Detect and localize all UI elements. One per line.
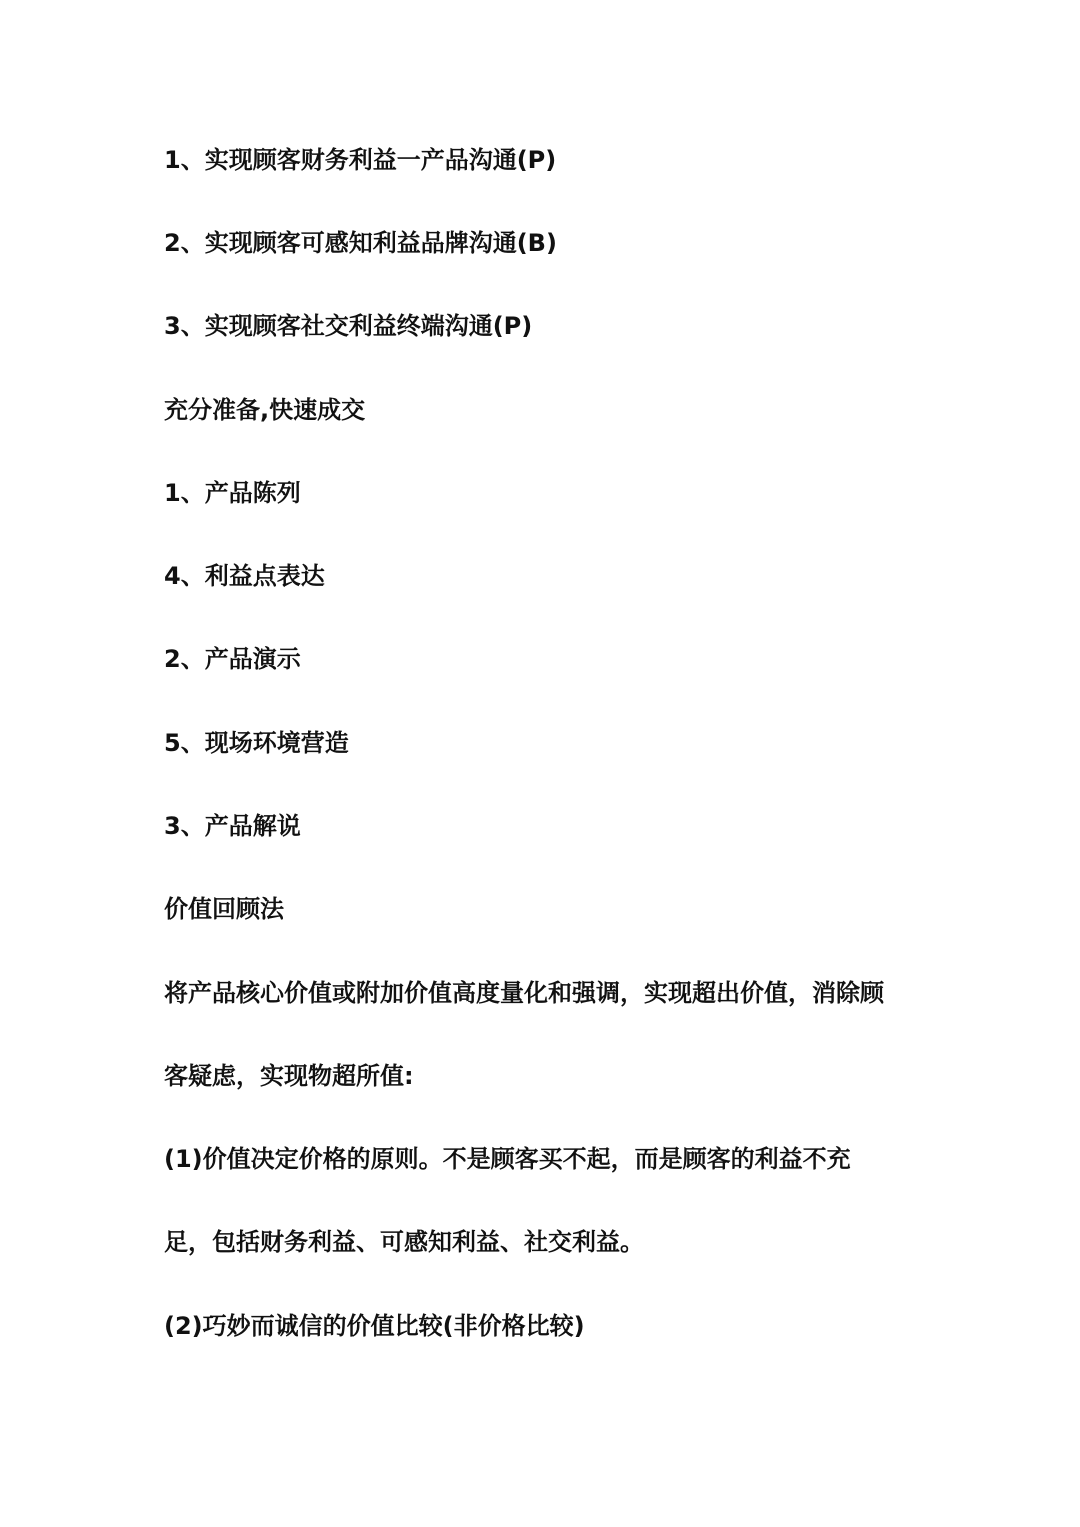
section-heading-preparation: 充分准备,快速成交 — [164, 396, 366, 424]
text-line-6: 4、利益点表达 — [164, 562, 325, 590]
paragraph-line-4: 足，包括财务利益、可感知利益、社交利益。 — [164, 1228, 644, 1256]
section-heading-value-review: 价值回顾法 — [164, 895, 284, 923]
text-line-1: 1、实现顾客财务利益一产品沟通(P) — [164, 146, 557, 174]
text-line-8: 5、现场环境营造 — [164, 729, 349, 757]
text-line-3: 3、实现顾客社交利益终端沟通(P) — [164, 312, 533, 340]
text-line-5: 1、产品陈列 — [164, 479, 301, 507]
paragraph-line-1: 将产品核心价值或附加价值高度量化和强调，实现超出价值，消除顾 — [164, 979, 884, 1007]
text-line-7: 2、产品演示 — [164, 645, 301, 673]
paragraph-line-2: 客疑虑，实现物超所值: — [164, 1062, 414, 1090]
paragraph-line-3: (1)价值决定价格的原则。不是顾客买不起，而是顾客的利益不充 — [164, 1145, 851, 1173]
paragraph-line-5: (2)巧妙而诚信的价值比较(非价格比较) — [164, 1312, 585, 1340]
text-line-2: 2、实现顾客可感知利益品牌沟通(B) — [164, 229, 557, 257]
text-line-9: 3、产品解说 — [164, 812, 301, 840]
